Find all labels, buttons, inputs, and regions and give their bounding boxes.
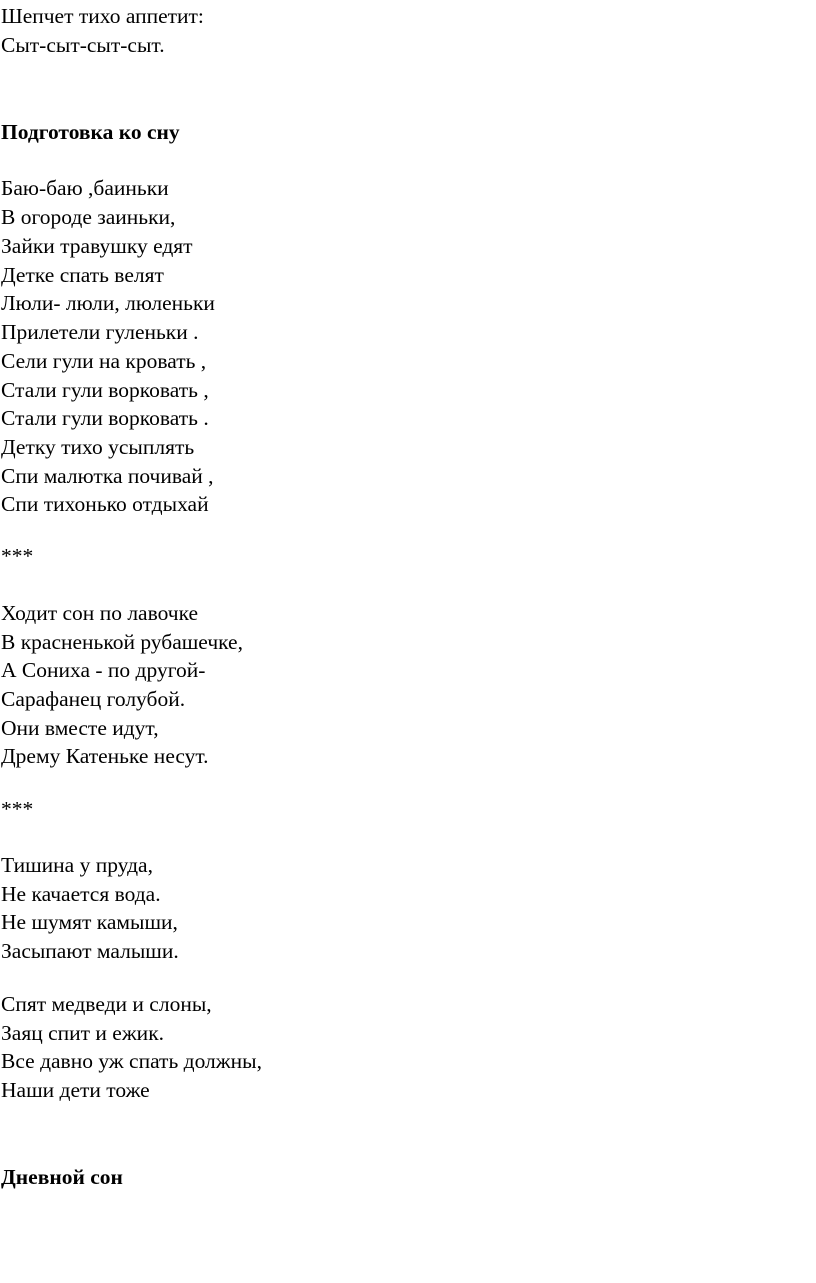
- separator: ***: [1, 797, 34, 821]
- poem-line: Наши дети тоже: [1, 1078, 150, 1102]
- poem-line: Засыпают малыши.: [1, 939, 179, 963]
- poem-line: Спят медведи и слоны,: [1, 992, 212, 1016]
- poem-line: Баю-баю ,баиньки: [1, 176, 169, 200]
- poem-line: Дрему Катеньке несут.: [1, 744, 209, 768]
- poem-line: Детке спать велят: [1, 263, 164, 287]
- separator: ***: [1, 544, 34, 568]
- poem-line: Заяц спит и ежик.: [1, 1021, 165, 1045]
- poem-line: Стали гули ворковать ,: [1, 378, 209, 402]
- poem-line: Детку тихо усыплять: [1, 435, 195, 459]
- poem-line: В красненькой рубашечке,: [1, 630, 243, 654]
- poem-line: В огороде заиньки,: [1, 205, 176, 229]
- poem-line: А Сониха - по другой-: [1, 658, 206, 682]
- poem-line: Сели гули на кровать ,: [1, 349, 207, 373]
- poem-line: Стали гули ворковать .: [1, 406, 209, 430]
- intro-line: Сыт-сыт-сыт-сыт.: [1, 33, 165, 57]
- poem-line: Они вместе идут,: [1, 716, 159, 740]
- poem-line: Сарафанец голубой.: [1, 687, 186, 711]
- poem-line: Спи тихонько отдыхай: [1, 492, 209, 516]
- poem-line: Спи малютка почивай ,: [1, 464, 214, 488]
- poem-line: Зайки травушку едят: [1, 234, 193, 258]
- poem-line: Прилетели гуленьки .: [1, 320, 199, 344]
- poem-line: Не качается вода.: [1, 882, 161, 906]
- poem-line: Тишина у пруда,: [1, 853, 153, 877]
- poem-line: Ходит сон по лавочке: [1, 601, 199, 625]
- intro-line: Шепчет тихо аппетит:: [1, 4, 204, 28]
- section-heading: Подготовка ко сну: [1, 120, 180, 144]
- section-heading: Дневной сон: [1, 1165, 123, 1189]
- poem-line: Не шумят камыши,: [1, 910, 178, 934]
- poem-line: Люли- люли, люленьки: [1, 291, 215, 315]
- poem-line: Все давно уж спать должны,: [1, 1049, 262, 1073]
